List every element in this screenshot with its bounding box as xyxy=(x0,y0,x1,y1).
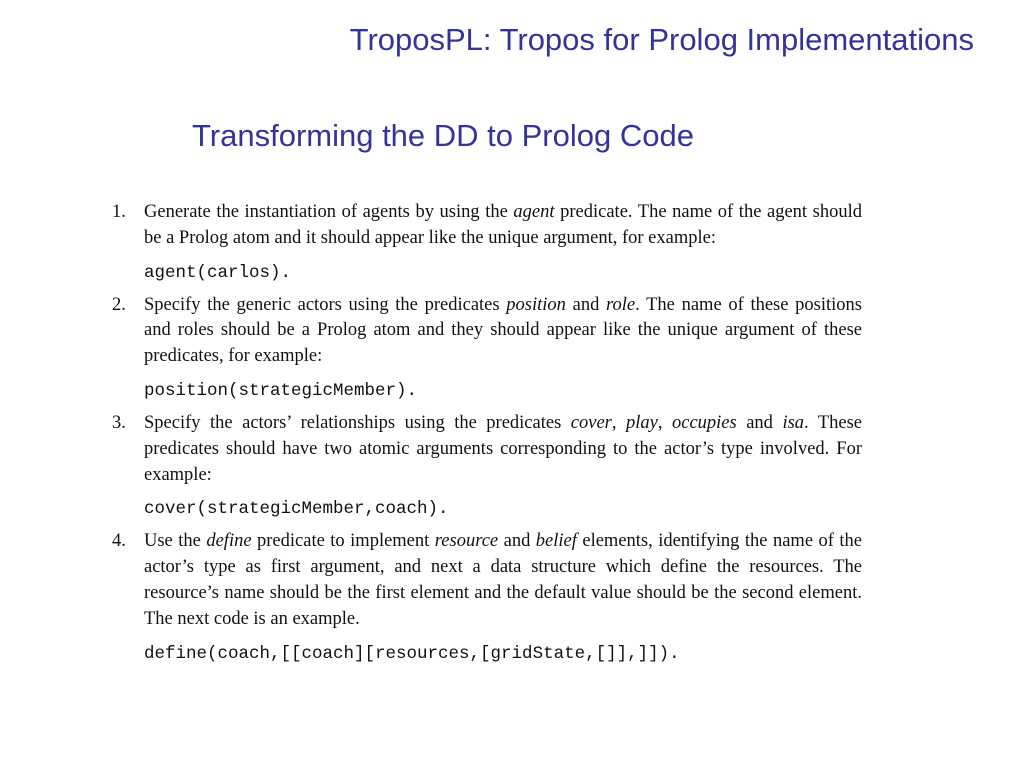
predicate-name: isa xyxy=(782,412,805,433)
slide-subtitle: Transforming the DD to Prolog Code xyxy=(192,118,694,153)
step-text xyxy=(144,293,862,370)
code-example: cover(strategicMember,coach). xyxy=(144,499,449,520)
step-text xyxy=(144,200,862,252)
step-3 xyxy=(112,411,862,523)
predicate-name: position xyxy=(506,294,566,315)
element-type: belief xyxy=(535,531,577,552)
predicate-name: define xyxy=(206,531,252,552)
step-4 xyxy=(112,529,862,667)
text-segment: Use the xyxy=(144,531,207,552)
predicate-name: cover xyxy=(570,412,612,433)
step-1 xyxy=(112,200,862,287)
predicate-name: play xyxy=(626,412,658,433)
step-number: 3. xyxy=(112,412,126,433)
text-segment: . These predicates should have two atomic arguments corresponding to the actor’s type involved. For example: xyxy=(144,412,862,485)
step-text xyxy=(144,411,862,488)
step-number: 2. xyxy=(112,294,126,315)
text-segment: , xyxy=(657,412,672,433)
text-segment: . The name of these positions and roles should be a Prolog atom and they should appear like the unique argument of these predicates, for example: xyxy=(144,294,862,367)
step-2 xyxy=(112,293,862,405)
predicate-name: role xyxy=(606,294,636,315)
text-segment: and xyxy=(565,294,607,315)
text-segment: predicate. The name of the agent should be a Prolog atom and it should appear like the unique argument, for example: xyxy=(144,202,862,248)
text-segment: Generate the instantiation of agents by using the xyxy=(144,202,514,222)
text-segment: and xyxy=(498,531,536,552)
code-example: agent(carlos). xyxy=(144,262,292,283)
slide-title: TroposPL: Tropos for Prolog Implementations xyxy=(349,22,974,57)
text-segment: , xyxy=(611,412,626,433)
code-example: define(coach,[[coach][resources,[gridState,[]],]]). xyxy=(144,643,680,664)
code-example: position(strategicMember). xyxy=(144,380,418,401)
text-segment: Specify the actors’ relationships using the predicates xyxy=(144,412,571,433)
step-number: 4. xyxy=(112,531,126,552)
text-segment: predicate to implement xyxy=(251,531,435,552)
predicate-name: occupies xyxy=(671,412,737,433)
text-segment: Specify the generic actors using the predicates xyxy=(144,294,507,315)
steps-list xyxy=(112,200,862,674)
step-text xyxy=(144,529,862,632)
text-segment: elements, identifying the name of the actor’s type as first argument, and next a data structure which define the resources. The resource’s name should be the first element and the default value should be the second element. The next code is an example. xyxy=(144,531,863,629)
step-number: 1. xyxy=(112,202,126,222)
predicate-name: agent xyxy=(513,202,555,222)
text-segment: and xyxy=(736,412,783,433)
element-type: resource xyxy=(434,531,499,552)
